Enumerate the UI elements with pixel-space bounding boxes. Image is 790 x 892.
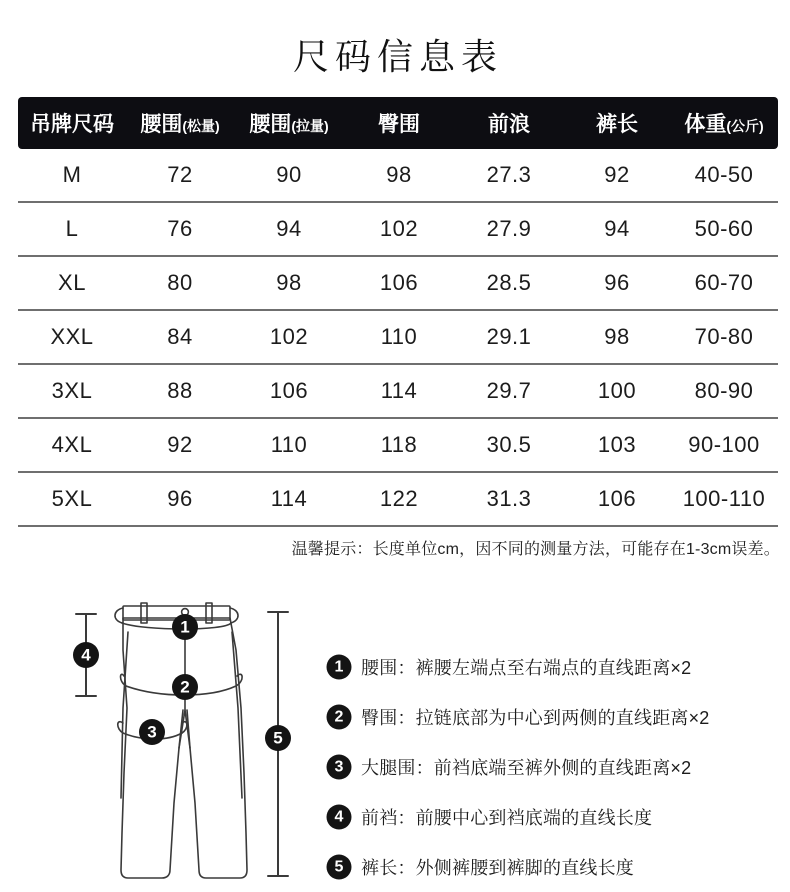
measurement-cell: 90 xyxy=(234,149,344,202)
size-label-cell: L xyxy=(18,202,126,256)
measurement-cell: 80-90 xyxy=(670,364,778,418)
size-label-cell: 5XL xyxy=(18,472,126,526)
table-row xyxy=(18,256,778,310)
measurement-note: 温馨提示：长度单位cm，因不同的测量方法，可能存在1-3cm误差。 xyxy=(291,541,780,558)
measurement-cell: 122 xyxy=(344,472,454,526)
table-body xyxy=(18,149,778,526)
legend-item-text: 大腿围：前裆底端至裤外侧的直线距离×2 xyxy=(361,758,692,778)
page-title: 尺码信息表 xyxy=(292,36,503,77)
size-label-cell: XXL xyxy=(18,310,126,364)
column-header-label: 腰围 xyxy=(140,113,183,136)
measurement-cell: 60-70 xyxy=(670,256,778,310)
table-row xyxy=(18,472,778,526)
legend-number-label: 3 xyxy=(334,758,344,776)
measurement-cell: 29.7 xyxy=(454,364,564,418)
column-header-weight xyxy=(670,97,778,149)
measurement-cell: 114 xyxy=(234,472,344,526)
measurement-cell: 70-80 xyxy=(670,310,778,364)
measurement-cell: 102 xyxy=(344,202,454,256)
diagram-marker-label: 4 xyxy=(81,645,91,665)
measurement-cell: 84 xyxy=(126,310,234,364)
legend-number-label: 2 xyxy=(334,708,344,726)
column-header-unit: (松量) xyxy=(182,118,220,134)
measurement-cell: 92 xyxy=(126,418,234,472)
column-header-label: 体重 xyxy=(684,113,727,136)
column-header-label: 吊牌尺码 xyxy=(30,113,114,136)
column-header-unit: (公斤) xyxy=(726,118,764,134)
measurement-cell: 50-60 xyxy=(670,202,778,256)
legend-number-label: 1 xyxy=(334,658,344,676)
measurement-cell: 30.5 xyxy=(454,418,564,472)
legend-number-label: 4 xyxy=(334,808,344,826)
diagram-marker-label: 1 xyxy=(180,617,190,637)
table-row xyxy=(18,364,778,418)
measurement-cell: 103 xyxy=(564,418,670,472)
pants-illustration xyxy=(60,598,310,889)
legend-item xyxy=(326,842,776,892)
measurement-cell: 106 xyxy=(564,472,670,526)
legend-number-icon xyxy=(326,704,352,730)
diagram-marker-waist xyxy=(172,614,198,640)
measurement-cell: 106 xyxy=(344,256,454,310)
column-header-label: 臀围 xyxy=(378,113,420,136)
measurement-cell: 80 xyxy=(126,256,234,310)
legend-item xyxy=(326,692,776,742)
measurement-cell: 100 xyxy=(564,364,670,418)
measurement-cell: 106 xyxy=(234,364,344,418)
column-header-label: 腰围 xyxy=(249,113,292,136)
measurement-cell: 96 xyxy=(126,472,234,526)
column-header-front-rise xyxy=(454,97,564,149)
legend-number-icon xyxy=(326,654,352,680)
table-row xyxy=(18,149,778,202)
measurement-cell: 114 xyxy=(344,364,454,418)
measurement-cell: 27.9 xyxy=(454,202,564,256)
size-information-table xyxy=(18,97,778,527)
column-header-unit: (拉量) xyxy=(291,118,329,134)
table-header-row xyxy=(18,97,778,149)
size-label-cell: 4XL xyxy=(18,418,126,472)
waist-tape-left xyxy=(115,608,123,623)
legend-number-icon xyxy=(326,854,352,880)
measurement-cell: 98 xyxy=(344,149,454,202)
legend-number-icon xyxy=(326,754,352,780)
diagram-marker-label: 2 xyxy=(180,677,190,697)
legend-item xyxy=(326,742,776,792)
legend-item xyxy=(326,642,776,692)
table-header xyxy=(18,97,778,149)
measurement-cell: 90-100 xyxy=(670,418,778,472)
measurement-cell: 28.5 xyxy=(454,256,564,310)
measurement-cell: 98 xyxy=(564,310,670,364)
measurement-cell: 98 xyxy=(234,256,344,310)
measurement-diagram-area xyxy=(0,598,790,889)
measurement-cell: 88 xyxy=(126,364,234,418)
pants-outline xyxy=(121,618,247,878)
legend-item-text: 裤长：外侧裤腰到裤脚的直线长度 xyxy=(361,858,634,878)
legend-number-icon xyxy=(326,804,352,830)
measurement-cell: 72 xyxy=(126,149,234,202)
legend-item-text: 臀围：拉链底部为中心到两侧的直线距离×2 xyxy=(361,708,710,728)
measurement-cell: 110 xyxy=(344,310,454,364)
measurement-cell: 94 xyxy=(564,202,670,256)
legend-number-label: 5 xyxy=(334,858,344,876)
diagram-marker-label: 5 xyxy=(273,728,283,748)
column-header-label: 裤长 xyxy=(596,113,638,136)
diagram-marker-thigh xyxy=(139,719,165,745)
column-header-pants-length xyxy=(564,97,670,149)
size-label-cell: M xyxy=(18,149,126,202)
measurement-cell: 40-50 xyxy=(670,149,778,202)
size-label-cell: XL xyxy=(18,256,126,310)
measurement-cell: 92 xyxy=(564,149,670,202)
diagram-marker-front-rise xyxy=(73,642,99,668)
measurement-cell: 27.3 xyxy=(454,149,564,202)
legend-item xyxy=(326,792,776,842)
column-header-label: 前浪 xyxy=(488,113,530,136)
diagram-marker-hip xyxy=(172,674,198,700)
legend-item-text: 腰围：裤腰左端点至右端点的直线距离×2 xyxy=(361,658,692,678)
column-header-waist-relaxed xyxy=(126,97,234,149)
measurement-cell: 31.3 xyxy=(454,472,564,526)
measurement-cell: 96 xyxy=(564,256,670,310)
measurement-cell: 76 xyxy=(126,202,234,256)
column-header-hip xyxy=(344,97,454,149)
measurement-cell: 102 xyxy=(234,310,344,364)
measurement-cell: 100-110 xyxy=(670,472,778,526)
table-row xyxy=(18,418,778,472)
measurement-legend xyxy=(326,642,776,892)
size-label-cell: 3XL xyxy=(18,364,126,418)
diagram-marker-label: 3 xyxy=(147,722,157,742)
measurement-cell: 29.1 xyxy=(454,310,564,364)
measurement-cell: 94 xyxy=(234,202,344,256)
legend-item-text: 前裆：前腰中心到裆底端的直线长度 xyxy=(361,808,653,828)
table-row xyxy=(18,310,778,364)
table-row xyxy=(18,202,778,256)
diagram-marker-pants-length xyxy=(265,725,291,751)
column-header-tag-size xyxy=(18,97,126,149)
measurement-cell: 110 xyxy=(234,418,344,472)
measurement-cell: 118 xyxy=(344,418,454,472)
column-header-waist-stretched xyxy=(234,97,344,149)
